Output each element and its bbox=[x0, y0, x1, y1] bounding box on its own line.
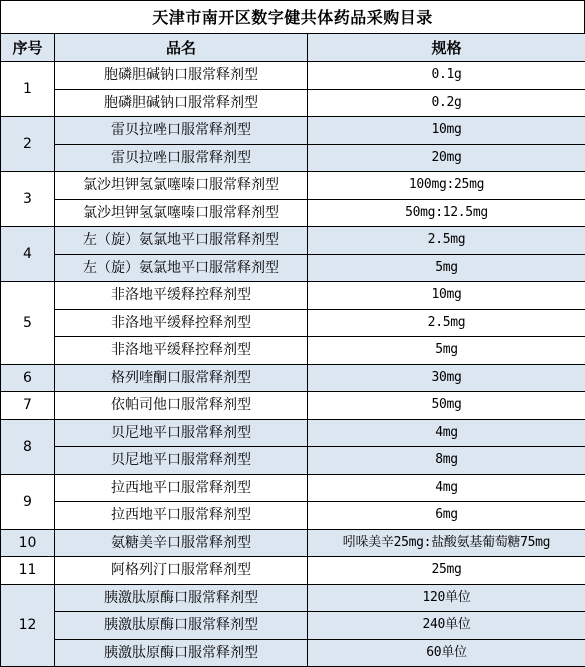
cell-seq: 9 bbox=[1, 474, 55, 529]
cell-spec: 2.5mg bbox=[308, 309, 585, 337]
cell-spec: 50mg bbox=[308, 392, 585, 420]
table-row bbox=[1, 474, 585, 502]
cell-name: 阿格列汀口服常释剂型 bbox=[55, 557, 308, 585]
sheet-title: 天津市南开区数字健共体药品采购目录 bbox=[0, 0, 585, 33]
cell-name: 非洛地平缓释控释剂型 bbox=[55, 337, 308, 365]
cell-spec: 8mg bbox=[308, 447, 585, 475]
cell-name: 拉西地平口服常释剂型 bbox=[55, 474, 308, 502]
cell-name: 胞磷胆碱钠口服常释剂型 bbox=[55, 89, 308, 117]
table-row bbox=[1, 529, 585, 557]
table-row bbox=[1, 172, 585, 200]
cell-spec: 5mg bbox=[308, 337, 585, 365]
cell-spec: 4mg bbox=[308, 419, 585, 447]
cell-spec: 6mg bbox=[308, 502, 585, 530]
cell-spec: 30mg bbox=[308, 364, 585, 392]
table-row bbox=[1, 89, 585, 117]
table-row bbox=[1, 557, 585, 585]
cell-seq: 12 bbox=[1, 584, 55, 667]
table-row bbox=[1, 117, 585, 145]
cell-spec: 4mg bbox=[308, 474, 585, 502]
cell-spec: 240单位 bbox=[308, 612, 585, 640]
table-row bbox=[1, 419, 585, 447]
cell-spec: 60单位 bbox=[308, 639, 585, 667]
cell-name: 氨糖美辛口服常释剂型 bbox=[55, 529, 308, 557]
table-row bbox=[1, 62, 585, 90]
cell-seq: 4 bbox=[1, 227, 55, 282]
header-row bbox=[1, 34, 585, 62]
cell-name: 胞磷胆碱钠口服常释剂型 bbox=[55, 62, 308, 90]
table-row bbox=[1, 392, 585, 420]
cell-name: 雷贝拉唑口服常释剂型 bbox=[55, 117, 308, 145]
cell-spec: 10mg bbox=[308, 117, 585, 145]
drug-table bbox=[0, 33, 585, 667]
cell-name: 贝尼地平口服常释剂型 bbox=[55, 447, 308, 475]
cell-name: 胰激肽原酶口服常释剂型 bbox=[55, 612, 308, 640]
table-row bbox=[1, 227, 585, 255]
cell-name: 雷贝拉唑口服常释剂型 bbox=[55, 144, 308, 172]
cell-name: 胰激肽原酶口服常释剂型 bbox=[55, 639, 308, 667]
cell-name: 左（旋）氨氯地平口服常释剂型 bbox=[55, 227, 308, 255]
cell-name: 氯沙坦钾氢氯噻嗪口服常释剂型 bbox=[55, 199, 308, 227]
cell-spec: 20mg bbox=[308, 144, 585, 172]
cell-name: 贝尼地平口服常释剂型 bbox=[55, 419, 308, 447]
cell-name: 左（旋）氨氯地平口服常释剂型 bbox=[55, 254, 308, 282]
cell-name: 胰激肽原酶口服常释剂型 bbox=[55, 584, 308, 612]
cell-spec: 2.5mg bbox=[308, 227, 585, 255]
cell-spec: 50mg:12.5mg bbox=[308, 199, 585, 227]
cell-spec: 0.1g bbox=[308, 62, 585, 90]
table-row bbox=[1, 309, 585, 337]
table-row bbox=[1, 612, 585, 640]
cell-name: 格列喹酮口服常释剂型 bbox=[55, 364, 308, 392]
cell-seq: 5 bbox=[1, 282, 55, 365]
cell-seq: 2 bbox=[1, 117, 55, 172]
table-row bbox=[1, 584, 585, 612]
header-seq: 序号 bbox=[1, 34, 55, 62]
cell-seq: 7 bbox=[1, 392, 55, 420]
cell-seq: 6 bbox=[1, 364, 55, 392]
table-row bbox=[1, 639, 585, 667]
table-row bbox=[1, 199, 585, 227]
cell-spec: 5mg bbox=[308, 254, 585, 282]
table-row bbox=[1, 502, 585, 530]
cell-spec: 0.2g bbox=[308, 89, 585, 117]
table-row bbox=[1, 282, 585, 310]
header-name: 品名 bbox=[55, 34, 308, 62]
cell-spec: 吲哚美辛25mg:盐酸氨基葡萄糖75mg bbox=[308, 529, 585, 557]
table-row bbox=[1, 447, 585, 475]
cell-seq: 11 bbox=[1, 557, 55, 585]
header-spec: 规格 bbox=[308, 34, 585, 62]
cell-seq: 8 bbox=[1, 419, 55, 474]
cell-name: 非洛地平缓释控释剂型 bbox=[55, 282, 308, 310]
cell-spec: 120单位 bbox=[308, 584, 585, 612]
cell-name: 依帕司他口服常释剂型 bbox=[55, 392, 308, 420]
cell-seq: 3 bbox=[1, 172, 55, 227]
table-row bbox=[1, 254, 585, 282]
table-body bbox=[1, 62, 585, 667]
cell-spec: 10mg bbox=[308, 282, 585, 310]
table-row bbox=[1, 364, 585, 392]
cell-seq: 1 bbox=[1, 62, 55, 117]
cell-name: 拉西地平口服常释剂型 bbox=[55, 502, 308, 530]
table-row bbox=[1, 337, 585, 365]
table-row bbox=[1, 144, 585, 172]
cell-spec: 100mg:25mg bbox=[308, 172, 585, 200]
cell-seq: 10 bbox=[1, 529, 55, 557]
cell-name: 非洛地平缓释控释剂型 bbox=[55, 309, 308, 337]
cell-name: 氯沙坦钾氢氯噻嗪口服常释剂型 bbox=[55, 172, 308, 200]
cell-spec: 25mg bbox=[308, 557, 585, 585]
